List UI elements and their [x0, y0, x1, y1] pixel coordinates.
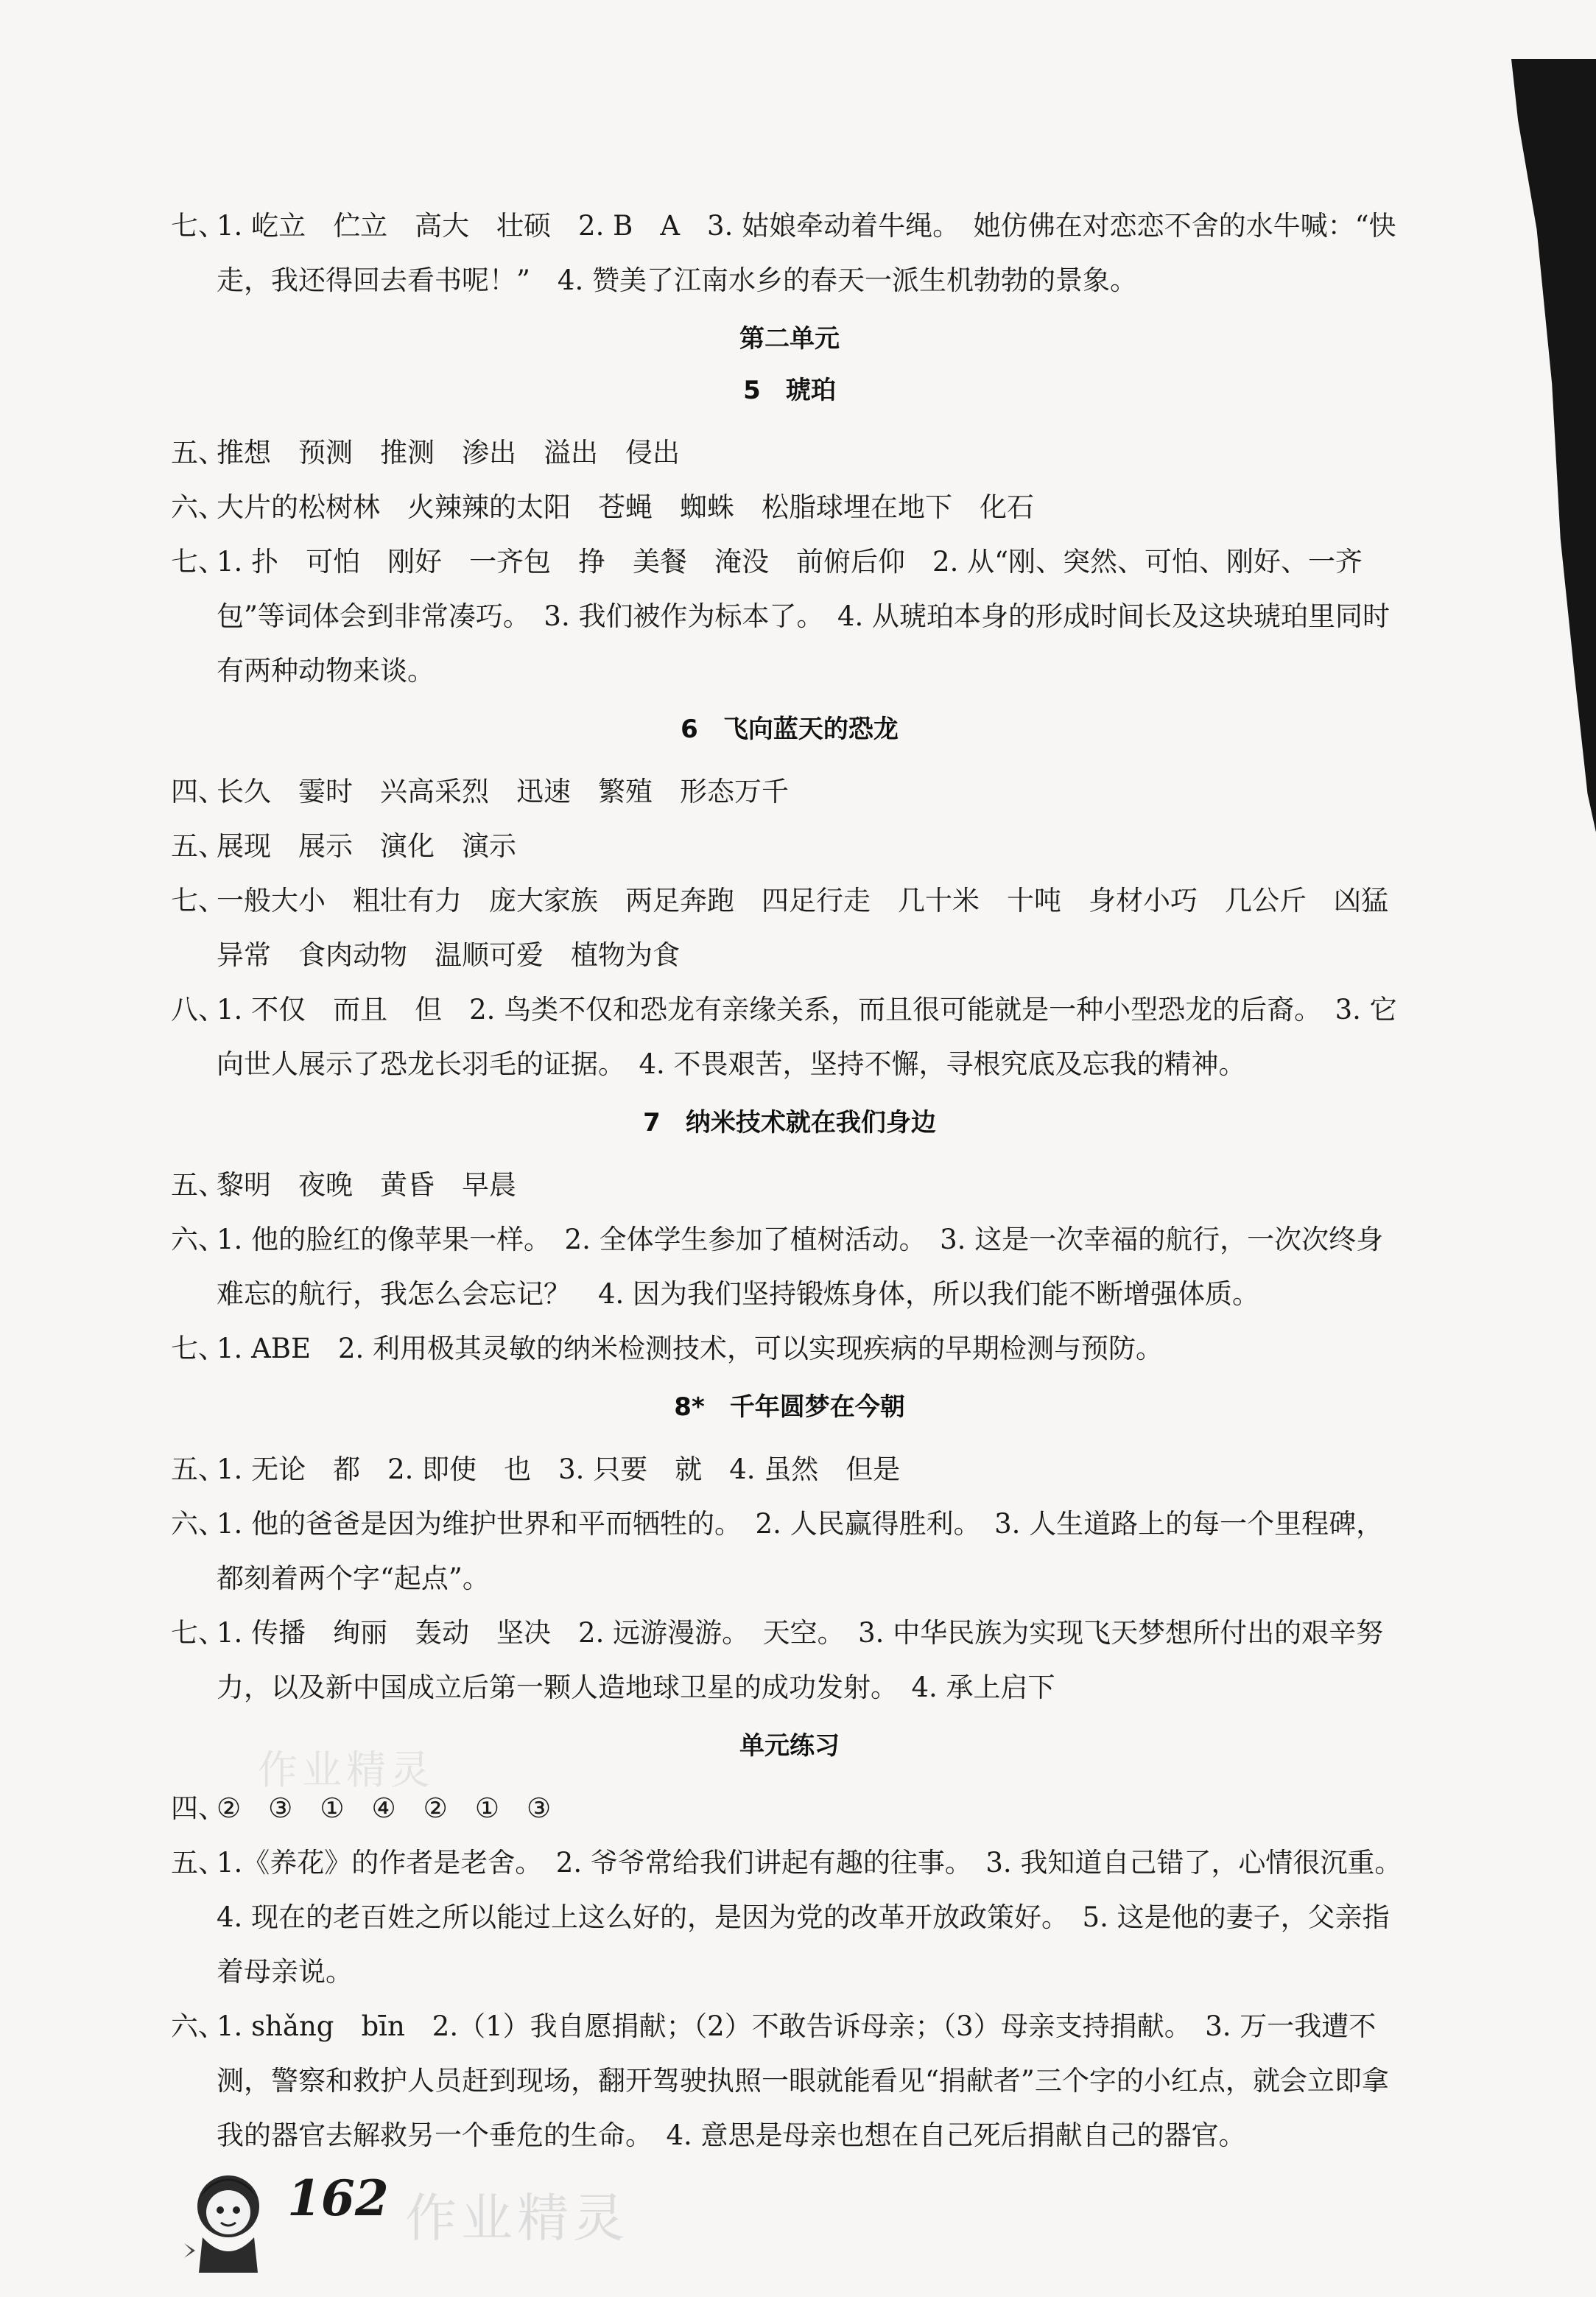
- entry-label: 七、: [171, 1617, 225, 1649]
- answer-entry: [171, 819, 1408, 874]
- entry-label: 七、: [171, 546, 225, 578]
- answer-content: [171, 199, 1416, 2163]
- entry-text: 大片的松树林 火辣辣的太阳 苍蝇 蜘蛛 松脂球埋在地下 化石: [217, 491, 1034, 523]
- entry-text: 1. 扑 可怕 刚好 一齐包 挣 美餐 淹没 前俯后仰 2. 从“刚、突然、可怕、刚好、一齐包”等词体会到非常凑巧。 3. 我们被作为标本了。 4. 从琥珀本身的形成时间长及这块琥珀里同时有两种动物来谈。: [217, 546, 1391, 687]
- entry-label: 六、: [171, 491, 225, 523]
- entry-label: 四、: [171, 1792, 225, 1824]
- answer-entry: [171, 1158, 1408, 1213]
- entry-text: 长久 霎时 兴高采烈 迅速 繁殖 形态万千: [217, 776, 789, 807]
- answer-entry: [171, 874, 1408, 983]
- section-title: 8* 千年圆梦在今朝: [674, 1392, 905, 1422]
- entry-label: 七、: [171, 210, 225, 242]
- entry-label: 六、: [171, 2010, 225, 2042]
- answer-entry: [171, 1999, 1408, 2163]
- answer-entry: [171, 1322, 1408, 1376]
- entry-label: 五、: [171, 437, 225, 469]
- entry-text: 1. 传播 绚丽 轰动 坚决 2. 远游漫游。 天空。 3. 中华民族为实现飞天梦想所付出的艰辛努力，以及新中国成立后第一颗人造地球卫星的成功发射。 4. 承上启下: [217, 1617, 1384, 1703]
- entry-text: 一般大小 粗壮有力 庞大家族 两足奔跑 四足行走 几十米 十吨 身材小巧 几公斤 凶猛异常 食肉动物 温顺可爱 植物为食: [217, 885, 1388, 971]
- entry-label: 六、: [171, 1224, 225, 1255]
- watermark-middle: 作业精灵: [258, 1747, 435, 1793]
- answer-entry: [171, 1836, 1416, 1999]
- answer-entry: [171, 426, 1408, 480]
- entry-label: 八、: [171, 994, 225, 1025]
- entry-label: 五、: [171, 1847, 225, 1879]
- entry-text: 1. 不仅 而且 但 2. 鸟类不仅和恐龙有亲缘关系，而且很可能就是一种小型恐龙的后裔。 3. 它向世人展示了恐龙长羽毛的证据。 4. 不畏艰苦，坚持不懈，寻根究底及忘我的精神。: [217, 994, 1397, 1080]
- entry-label: 五、: [171, 830, 225, 862]
- entry-text: 1. 无论 都 2. 即使 也 3. 只要 就 4. 虽然 但是: [217, 1453, 901, 1485]
- page-footer: [162, 2147, 629, 2287]
- entry-label: 五、: [171, 1453, 225, 1485]
- entry-text: 展现 展示 演化 演示: [217, 830, 516, 862]
- entry-text: 1.《养花》的作者是老舍。 2. 爷爷常给我们讲起有趣的往事。 3. 我知道自己错了，心情很沉重。 4. 现在的老百姓之所以能过上这么好的，是因为党的改革开放政策好。 5. 这是他的妻子，父亲指着母亲说。: [217, 1847, 1416, 1988]
- answer-entry: [171, 1213, 1408, 1322]
- section-title: 单元练习: [739, 1731, 840, 1761]
- answer-entry: [171, 535, 1408, 698]
- page-number: 162: [287, 2170, 389, 2227]
- entry-text: 1. 他的爸爸是因为维护世界和平而牺牲的。 2. 人民赢得胜利。 3. 人生道路上的每一个里程碑，都刻着两个字“起点”。: [217, 1508, 1384, 1594]
- entry-text: ② ③ ① ④ ② ① ③: [217, 1792, 552, 1824]
- answer-entry: [171, 983, 1408, 1092]
- answer-entry: [171, 765, 1408, 819]
- entry-text: 1. shǎng bīn 2.（1）我自愿捐献；（2）不敢告诉母亲；（3）母亲支持捐献。 3. 万一我遭不测，警察和救护人员赶到现场，翻开驾驶执照一眼就能看见“捐献者”三个字的小红点，就会立即拿我的器官去解救另一个垂危的生命。 4. 意思是母亲也想在自己死后捐献自己的器官。: [217, 2010, 1389, 2151]
- mascot-icon: [169, 2155, 287, 2280]
- entry-text: 推想 预测 推测 渗出 溢出 侵出: [217, 437, 680, 469]
- scan-shadow-edge: [1511, 59, 1596, 832]
- answer-entry: [171, 480, 1408, 535]
- answer-entry: [171, 1442, 1408, 1497]
- section-title: 7 纳米技术就在我们身边: [643, 1108, 936, 1137]
- answer-entry: [171, 1781, 1408, 1836]
- answer-entry: [171, 199, 1408, 308]
- entry-label: 六、: [171, 1508, 225, 1540]
- entry-text: 1. ABE 2. 利用极其灵敏的纳米检测技术，可以实现疾病的早期检测与预防。: [217, 1333, 1164, 1364]
- section-title: 5 琥珀: [743, 376, 836, 405]
- section-title: 第二单元: [739, 324, 840, 354]
- entry-label: 五、: [171, 1169, 225, 1201]
- entry-label: 七、: [171, 1333, 225, 1364]
- entry-text: 1. 他的脸红的像苹果一样。 2. 全体学生参加了植树活动。 3. 这是一次幸福的航行，一次次终身难忘的航行，我怎么会忘记？ 4. 因为我们坚持锻炼身体，所以我们能不断增强体质。: [217, 1224, 1384, 1310]
- answer-entry: [171, 1497, 1408, 1606]
- entry-text: 黎明 夜晚 黄昏 早晨: [217, 1169, 516, 1201]
- watermark-footer: 作业精灵: [405, 2188, 629, 2248]
- entry-text: 1. 屹立 伫立 高大 壮硕 2. B A 3. 姑娘牵动着牛绳。 她仿佛在对恋恋不舍的水牛喊：“快走，我还得回去看书呢！” 4. 赞美了江南水乡的春天一派生机勃勃的景象。: [217, 210, 1396, 296]
- section-title: 6 飞向蓝天的恐龙: [681, 715, 899, 744]
- answer-entry: [171, 1606, 1408, 1715]
- entry-label: 七、: [171, 885, 225, 916]
- entry-label: 四、: [171, 776, 225, 807]
